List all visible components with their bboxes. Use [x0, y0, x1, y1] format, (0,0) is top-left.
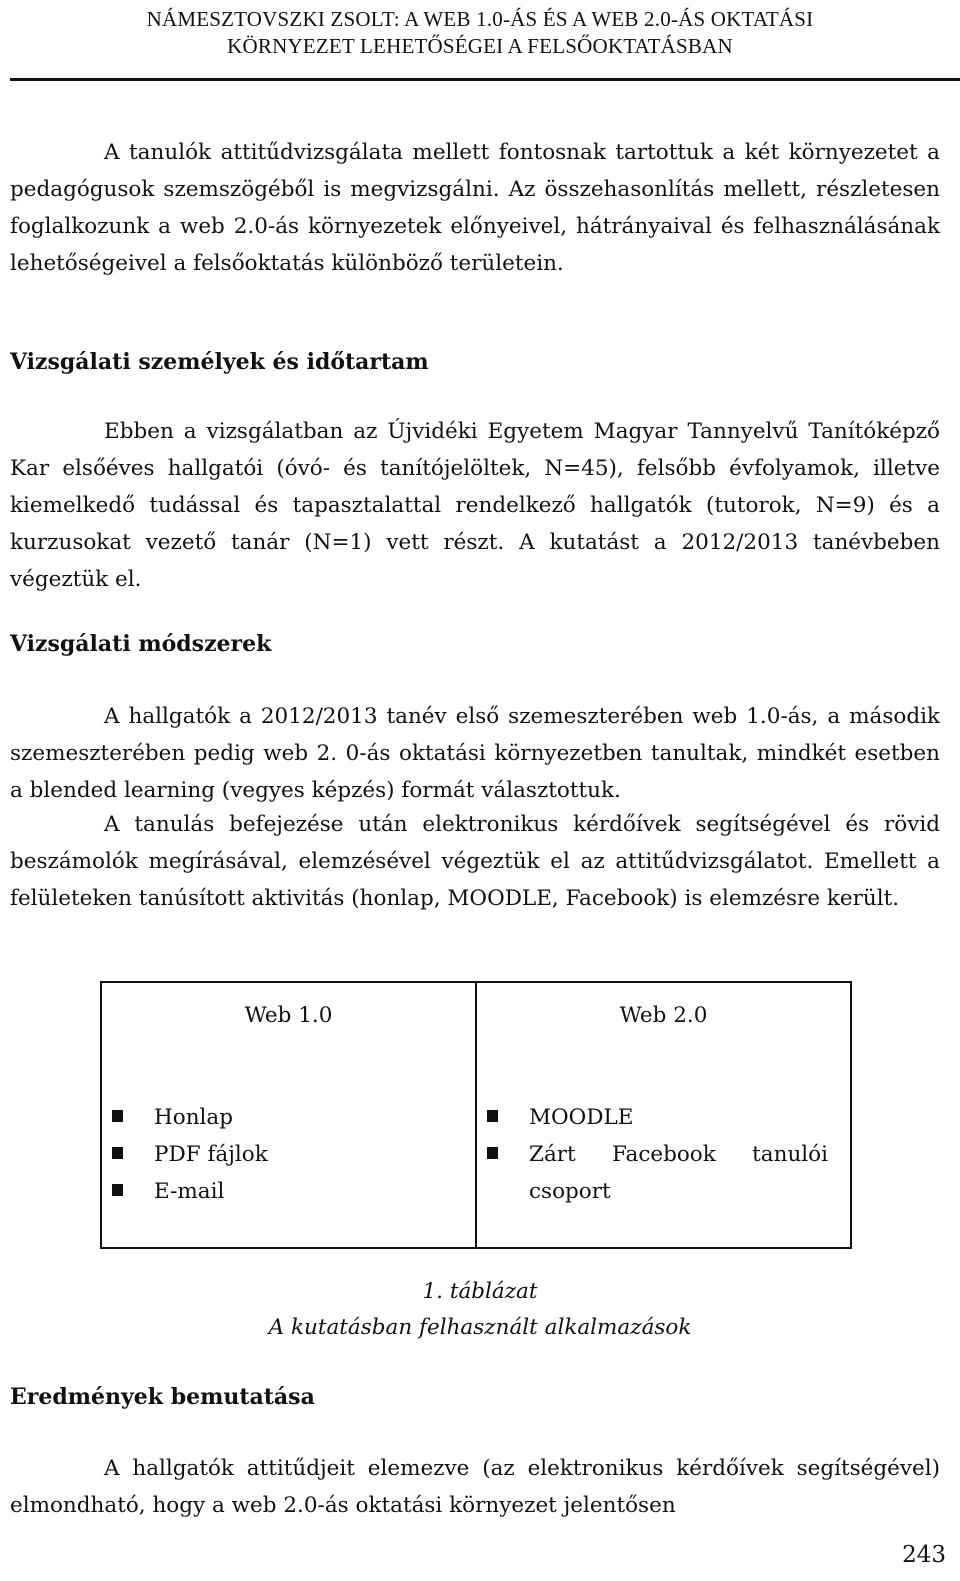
square-bullet-icon: [112, 1184, 123, 1196]
table-item-text: MOODLE: [529, 1105, 634, 1130]
table-list-item: [112, 1136, 453, 1173]
table-list-item: [112, 1173, 453, 1210]
table-header-web1: Web 1.0: [244, 1003, 333, 1028]
table-column-web2: [475, 983, 850, 1247]
section-heading-results: Eredmények bemutatása: [10, 1384, 315, 1410]
table-list-item: [112, 1099, 453, 1136]
table-list-item: [487, 1136, 828, 1210]
table-caption-number: 1. táblázat: [422, 1279, 538, 1304]
section-heading-subjects: Vizsgálati személyek és időtartam: [10, 349, 429, 375]
section-heading-methods: Vizsgálati módszerek: [10, 631, 272, 657]
methods-paragraph-2: [10, 806, 940, 917]
table-header-web2: Web 2.0: [619, 1003, 708, 1028]
page-number: 243: [902, 1542, 946, 1568]
square-bullet-icon: [112, 1147, 123, 1159]
table-item-text: PDF fájlok: [154, 1142, 268, 1167]
methods-paragraph-1: [10, 698, 940, 809]
table-list-web1: [112, 1099, 453, 1210]
table-item-text: E-mail: [154, 1179, 225, 1204]
table-list-web2: [487, 1099, 828, 1210]
results-paragraph: [10, 1450, 940, 1524]
running-header: [0, 6, 960, 60]
table-column-web1: [102, 983, 475, 1247]
results-paragraph-text: A hallgatók attitűdjeit elemezve (az elektronikus kérdőívek segítségével) elmondható, hogy a web 2.0-ás oktatási környezet jelentősen: [10, 1456, 940, 1518]
table-caption-title: A kutatásban felhasznált alkalmazások: [268, 1315, 692, 1340]
square-bullet-icon: [487, 1147, 498, 1159]
subjects-paragraph: [10, 413, 940, 598]
header-divider: [10, 78, 960, 81]
subjects-paragraph-text: Ebben a vizsgálatban az Újvidéki Egyetem Magyar Tannyelvű Tanítóképző Kar elsőéves hallgatói (óvó- és tanítójelöltek, N=45), felsőbb évfolyamok, illetve kiemelkedő tudással és tapasztalattal rendelkező hallgatók (tutorok, N=9) és a kurzusokat vezető tanár (N=1) vett részt. A kutatást a 2012/2013 tanévbeben végeztük el.: [10, 419, 940, 592]
applications-table: [100, 981, 852, 1249]
methods-paragraph-1-text: A hallgatók a 2012/2013 tanév első szemeszterében web 1.0-ás, a második szemeszterében pedig web 2. 0-ás oktatási környezetben tanultak, mindkét esetben a blended learning (vegyes képzés) formát választottuk.: [10, 704, 940, 803]
running-header-line-2: KÖRNYEZET LEHETŐSÉGEI A FELSŐOKTATÁSBAN: [227, 34, 733, 58]
intro-paragraph-text: A tanulók attitűdvizsgálata mellett fontosnak tartottuk a két környezetet a pedagógusok szemszögéből is megvizsgálni. Az összehasonlítás mellett, részletesen foglalkozunk a web 2.0-ás környezetek előnyeivel, hátrányaival és felhasználásának lehetőségeivel a felsőoktatás különböző területein.: [10, 140, 940, 276]
running-header-line-1: NÁMESZTOVSZKI ZSOLT: A WEB 1.0-ÁS ÉS A WEB 2.0-ÁS OKTATÁSI: [146, 7, 814, 31]
square-bullet-icon: [112, 1110, 123, 1122]
methods-paragraph-2-text: A tanulás befejezése után elektronikus kérdőívek segítségével és rövid beszámolók megírásával, elemzésével végeztük el az attitűdvizsgálatot. Emellett a felületeken tanúsított aktivitás (honlap, MOODLE, Facebook) is elemzésre került.: [10, 812, 940, 911]
table-item-text: Zárt Facebook tanulói csoport: [529, 1142, 828, 1204]
square-bullet-icon: [487, 1110, 498, 1122]
table-item-text: Honlap: [154, 1105, 233, 1130]
table-list-item: [487, 1099, 828, 1136]
intro-paragraph: [10, 134, 940, 282]
